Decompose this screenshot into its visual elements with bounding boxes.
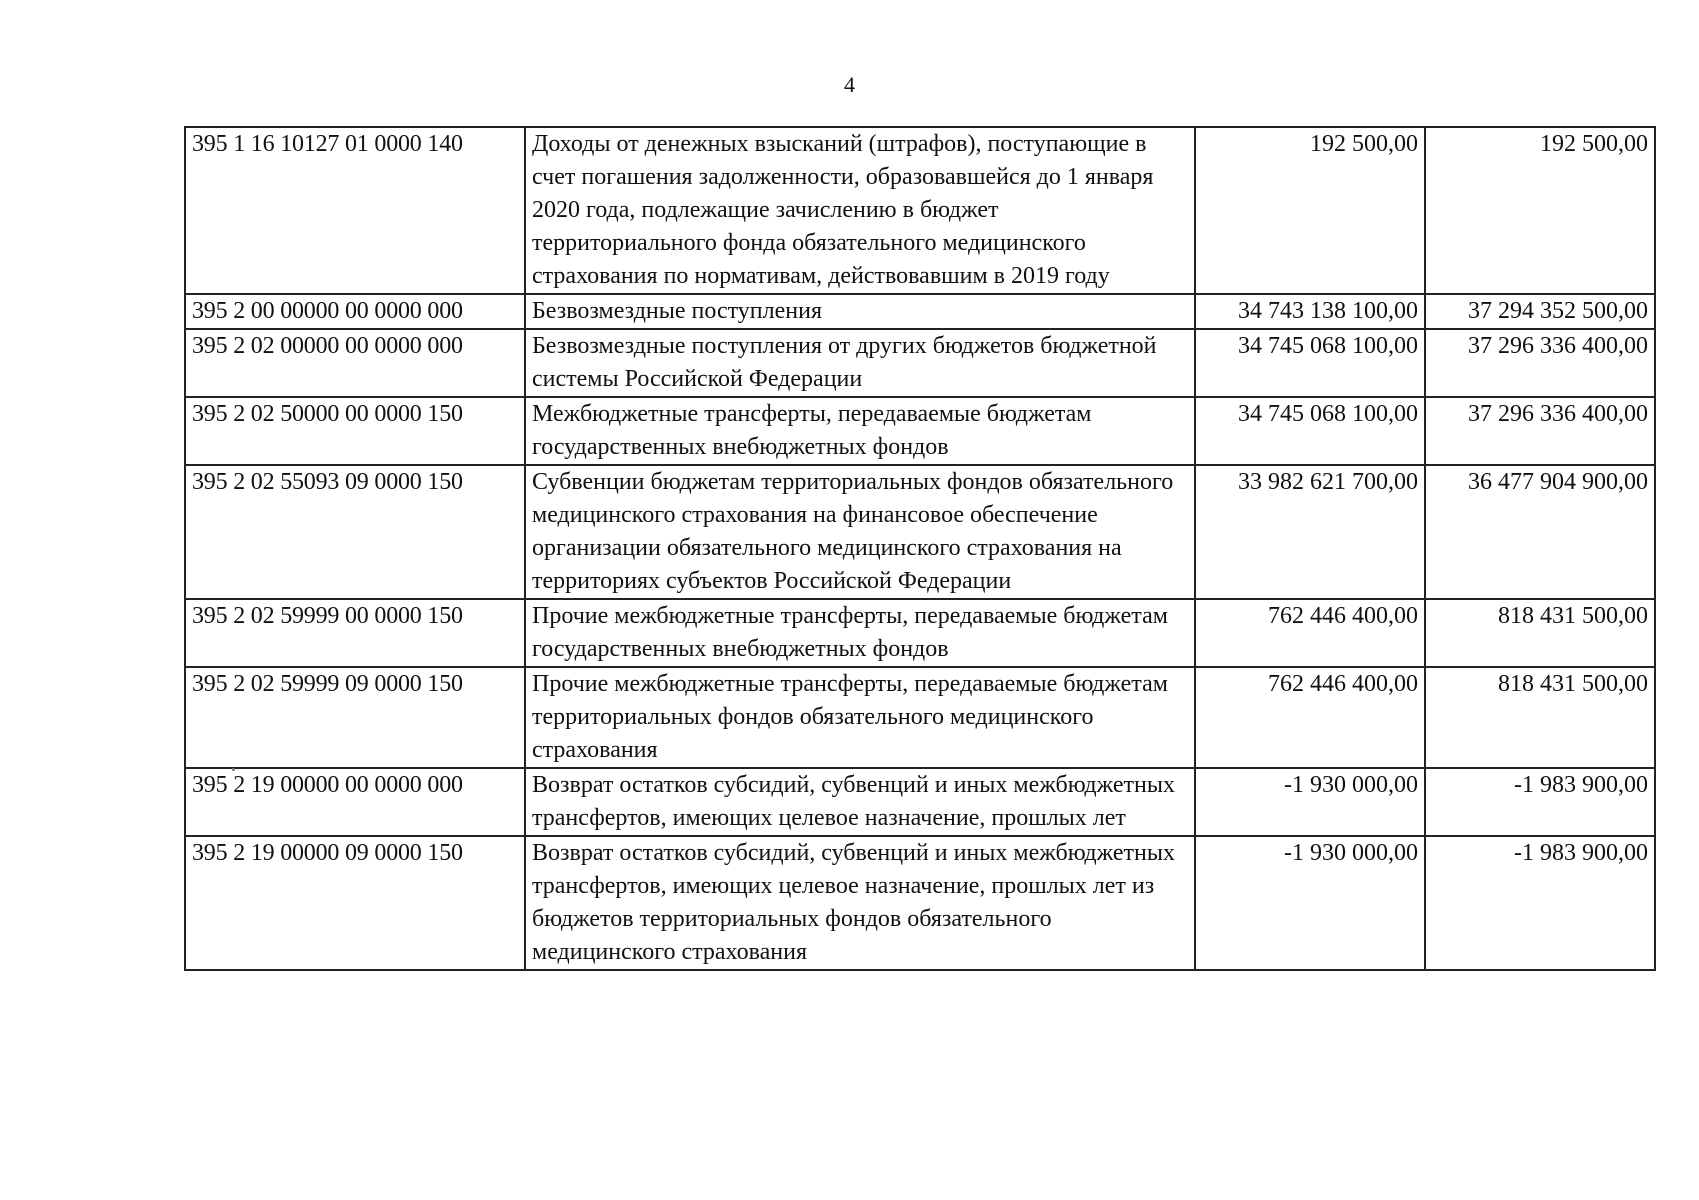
revenue-name-cell: Субвенции бюджетам территориальных фондов обязательного медицинского страхования на финансовое обеспечение организации обязательного медицинского страхования на территориях субъектов Российской Федерации: [525, 465, 1195, 599]
budget-code-cell: 395 2 02 59999 09 0000 150: [185, 667, 525, 768]
budget-code-cell: 395 2 00 00000 00 0000 000: [185, 294, 525, 329]
amount-cell-1: 762 446 400,00: [1195, 599, 1425, 667]
revenue-name-cell: Возврат остатков субсидий, субвенций и иных межбюджетных трансфертов, имеющих целевое назначение, прошлых лет из бюджетов территориальных фондов обязательного медицинского страхования: [525, 836, 1195, 970]
amount-cell-2: -1 983 900,00: [1425, 836, 1655, 970]
scan-speck: [232, 768, 235, 771]
revenue-name-cell: Безвозмездные поступления от других бюджетов бюджетной системы Российской Федерации: [525, 329, 1195, 397]
table-row: [185, 667, 1655, 768]
budget-code-cell: 395 2 19 00000 09 0000 150: [185, 836, 525, 970]
amount-cell-2: 192 500,00: [1425, 127, 1655, 294]
table-row: [185, 329, 1655, 397]
budget-code-cell: 395 2 02 55093 09 0000 150: [185, 465, 525, 599]
amount-cell-1: -1 930 000,00: [1195, 768, 1425, 836]
amount-cell-1: 33 982 621 700,00: [1195, 465, 1425, 599]
budget-code-cell: 395 1 16 10127 01 0000 140: [185, 127, 525, 294]
revenue-name-cell: Прочие межбюджетные трансферты, передаваемые бюджетам территориальных фондов обязательного медицинского страхования: [525, 667, 1195, 768]
amount-cell-1: 34 745 068 100,00: [1195, 329, 1425, 397]
amount-cell-1: -1 930 000,00: [1195, 836, 1425, 970]
table-row: [185, 599, 1655, 667]
table-row: [185, 397, 1655, 465]
budget-code-cell: 395 2 02 59999 00 0000 150: [185, 599, 525, 667]
revenue-name-cell: Прочие межбюджетные трансферты, передаваемые бюджетам государственных внебюджетных фондов: [525, 599, 1195, 667]
amount-cell-2: 37 294 352 500,00: [1425, 294, 1655, 329]
budget-code-cell: 395 2 02 00000 00 0000 000: [185, 329, 525, 397]
revenue-name-cell: Доходы от денежных взысканий (штрафов), поступающие в счет погашения задолженности, образовавшейся до 1 января 2020 года, подлежащие зачислению в бюджет территориального фонда обязательного медицинского страхования по нормативам, действовавшим в 2019 году: [525, 127, 1195, 294]
amount-cell-2: -1 983 900,00: [1425, 768, 1655, 836]
table-row: [185, 127, 1655, 294]
revenue-name-cell: Возврат остатков субсидий, субвенций и иных межбюджетных трансфертов, имеющих целевое назначение, прошлых лет: [525, 768, 1195, 836]
amount-cell-1: 34 745 068 100,00: [1195, 397, 1425, 465]
amount-cell-1: 762 446 400,00: [1195, 667, 1425, 768]
amount-cell-2: 818 431 500,00: [1425, 667, 1655, 768]
amount-cell-2: 818 431 500,00: [1425, 599, 1655, 667]
revenue-name-cell: Безвозмездные поступления: [525, 294, 1195, 329]
table-row: [185, 294, 1655, 329]
page-number: 4: [844, 72, 855, 97]
amount-cell-2: 36 477 904 900,00: [1425, 465, 1655, 599]
amount-cell-1: 34 743 138 100,00: [1195, 294, 1425, 329]
amount-cell-1: 192 500,00: [1195, 127, 1425, 294]
amount-cell-2: 37 296 336 400,00: [1425, 329, 1655, 397]
budget-code-cell: 395 2 19 00000 00 0000 000: [185, 768, 525, 836]
table-row: [185, 836, 1655, 970]
revenue-name-cell: Межбюджетные трансферты, передаваемые бюджетам государственных внебюджетных фондов: [525, 397, 1195, 465]
budget-revenue-table: [184, 126, 1656, 971]
budget-code-cell: 395 2 02 50000 00 0000 150: [185, 397, 525, 465]
amount-cell-2: 37 296 336 400,00: [1425, 397, 1655, 465]
table-row: [185, 768, 1655, 836]
table-row: [185, 465, 1655, 599]
